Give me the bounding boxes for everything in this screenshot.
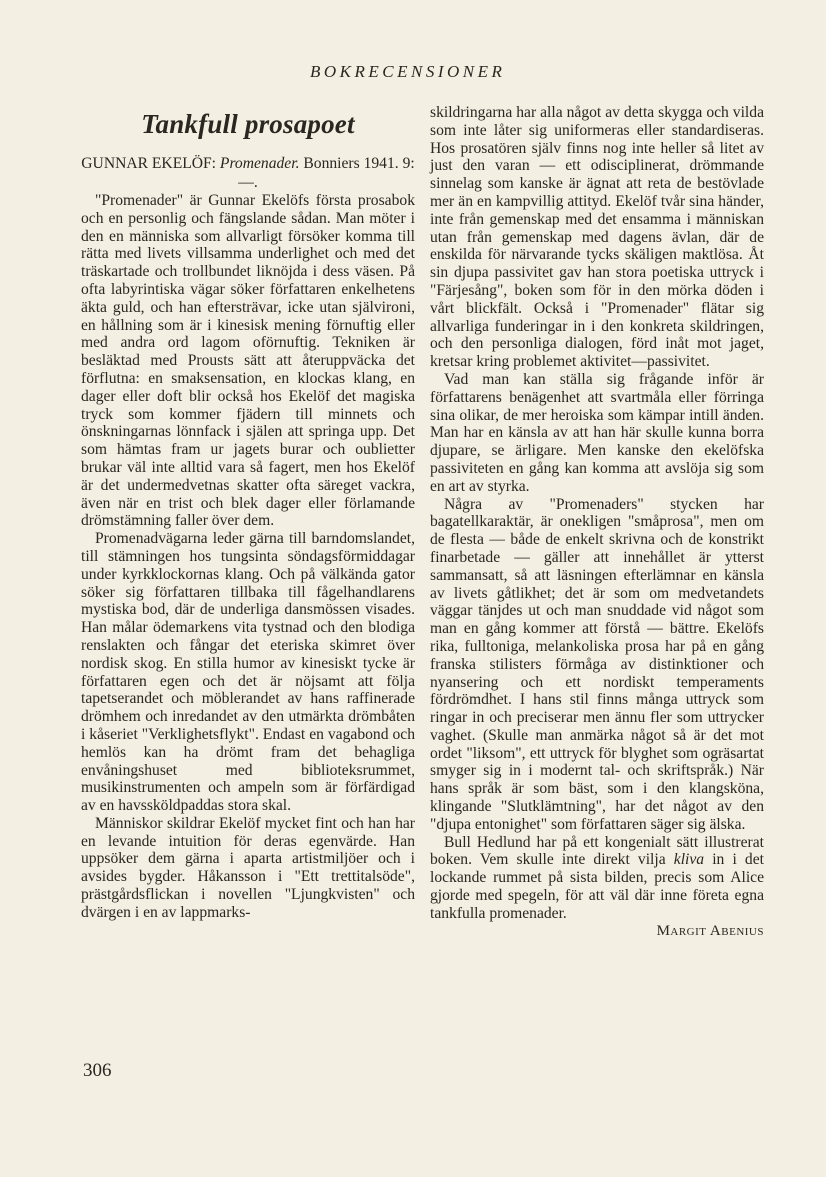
- bibliography: [81, 154, 415, 192]
- paragraph-last-start: Bull Hedlund har på ett kongenialt sätt illustrerat boken. Vem skulle inte direkt vilja: [430, 833, 764, 869]
- review-signature: Margit Abenius: [656, 922, 764, 939]
- paragraph-last: [430, 834, 764, 923]
- paragraph: Vad man kan ställa sig frågande inför är författarens benägenhet att svartmåla eller förringa sina olikar, de mer heroiska som kämpar intill änden. Man har en känsla av att han här skulle kunna borra djupare, se ärligare. Men kanske den ekelöfska passiviteten en gång kan komma att avslöja sig som en art av styrka.: [430, 370, 764, 495]
- paragraph-last-end: in i det lockande rummet på sista bilden, precis som Alice gjorde med spegeln, för att väl där inne företa egna tankfulla promenader.: [430, 851, 764, 922]
- page-number: 306: [83, 1060, 112, 1081]
- paragraph: Människor skildrar Ekelöf mycket fint och han har en levande intuition för deras egenvärde. Han uppsöker dem gärna i aparta artistmiljöer och i avsides bygder. Håkansson i "Ett trettitalsöde", prästgårdsflickan i novellen "Ljungkvisten" och dvärgen i en av lappmarks-: [81, 814, 415, 921]
- left-column: [81, 108, 415, 922]
- italic-word: kliva: [673, 851, 705, 869]
- paragraph: Promenadvägarna leder gärna till barndomslandet, till stämningen hos tungsinta söndagsförmiddagar under kyrkklockornas klang. Och på välkända gator söker sig författaren tillbaka till fågelhandlarens mystiska bod, där de underliga dansmössen visades. Han målar ödemarkens vita tystnad och den blodiga renslakten och fångar det eteriska skimret över nordisk skog. En stilla humor av kinesiskt tycke är författaren egen och det är nöjsamt att följa tapetserandet och möblerandet av hans raffinerade drömhem och inredandet av den utmärkta drömbåten i kåseriet "Verklighetsflykt". Endast en vagabond och hemlös kan ha drömt fram det behagliga envåningshuset med biblioteksrummet, musikinstrumenten och ampeln som är förfärdigad av en havssköldpaddas stora skal.: [81, 530, 415, 815]
- article-title: Tankfull prosapoet: [141, 109, 355, 139]
- bibliography-details: Bonniers 1941. 9: —.: [238, 155, 415, 191]
- paragraph: Några av "Promenaders" stycken har bagatellkaraktär, är onekligen "småprosa", men om de flesta — både de enkelt skrivna och de konstrikt finarbetade — gäller att innehållet är ytterst sammansatt, så att läsningen efterlämnar en känsla av livets gåtlikhet; det är som om medvetandets väggar tänjdes ut och man snuddade vid något som man en gång kommer att förstå — bättre. Ekelöfs rika, fulltoniga, melankoliska prosa har på en gång franska stilisters förmåga av distinktioner och nyansering och ett nordiskt temperaments fördrömdhet. I hans stil finns många uttryck som ringar in och preciserar men ännu fler som uttrycker vaghet. (Skulle man anmärka något så är det mot ordet "liksom", ett uttryck för blyghet som ogräsartat smyger sig in i modernt tal- och skriftspråk.) När hans språk är som bäst, som i den klangsköna, klingande "Slutklämtning", har det något av den "djupa entonighet" som författaren säger sig älska.: [430, 495, 764, 833]
- running-head: BOKRECENSIONER: [310, 62, 506, 81]
- paragraph: skildringarna har alla något av detta skygga och vilda som inte låter sig uniformeras eller standardiseras. Hos prosatören själv finns nog inte heller så litet av just den varan — ett odisciplinerat, drömmande sinnelag som kanske är ägnat att reta de bestövlade mer än en kampvillig attityd. Ekelöf tvår sina händer, inte från gemenskap med det ensamma i människan utan från gemenskap med dagens ävlan, där de enskilda för närvarande tycks skäligen maktlösa. Åt sin djupa passivitet gav han stora poetiska uttryck i "Färjesång", boken som för in den mörka döden i vårt blickfält. Också i "Promenader" flätar sig allvarliga funderingar in i den konkreta skildringen, och den personliga dialogen, förd inåt mot jaget, kretsar kring problemet aktivitet—passivitet.: [430, 104, 764, 371]
- bibliography-author: GUNNAR EKELÖF:: [81, 155, 217, 172]
- bibliography-book: Promenader.: [219, 155, 300, 172]
- paragraph: "Promenader" är Gunnar Ekelöfs första prosabok och en personlig och fängslande sådan. Man möter i den en människa som allvarligt försöker komma till rätta med livets villsamma underlighet och med det träskartade och trollbundet liknöjda i dess väsen. På ofta labyrintiska vägar söker författaren enkelhetens äkta guld, och han eftersträvar, icke utan självironi, en hållning som är i kinesisk mening förnuftig eller med andra ord lagom oförnuftig. Tekniken är besläktad med Prousts sätt att återuppväcka det förflutna: en smaksensation, en klockas klang, en dager eller doft blir också hos Ekelöf det magiska tryck som kommer fjädern till minnets och önskningarnas lönnfack i själen att springa upp. Det som hämtas fram ur jagets burar och oublietter brukar väl inte alltid vara så fagert, men hos Ekelöf är det undermedvetnas skatter ofta säreget vackra, även när en trist och blek dager eller förlamande drömstämning faller över dem.: [81, 192, 415, 530]
- right-column: [430, 104, 764, 940]
